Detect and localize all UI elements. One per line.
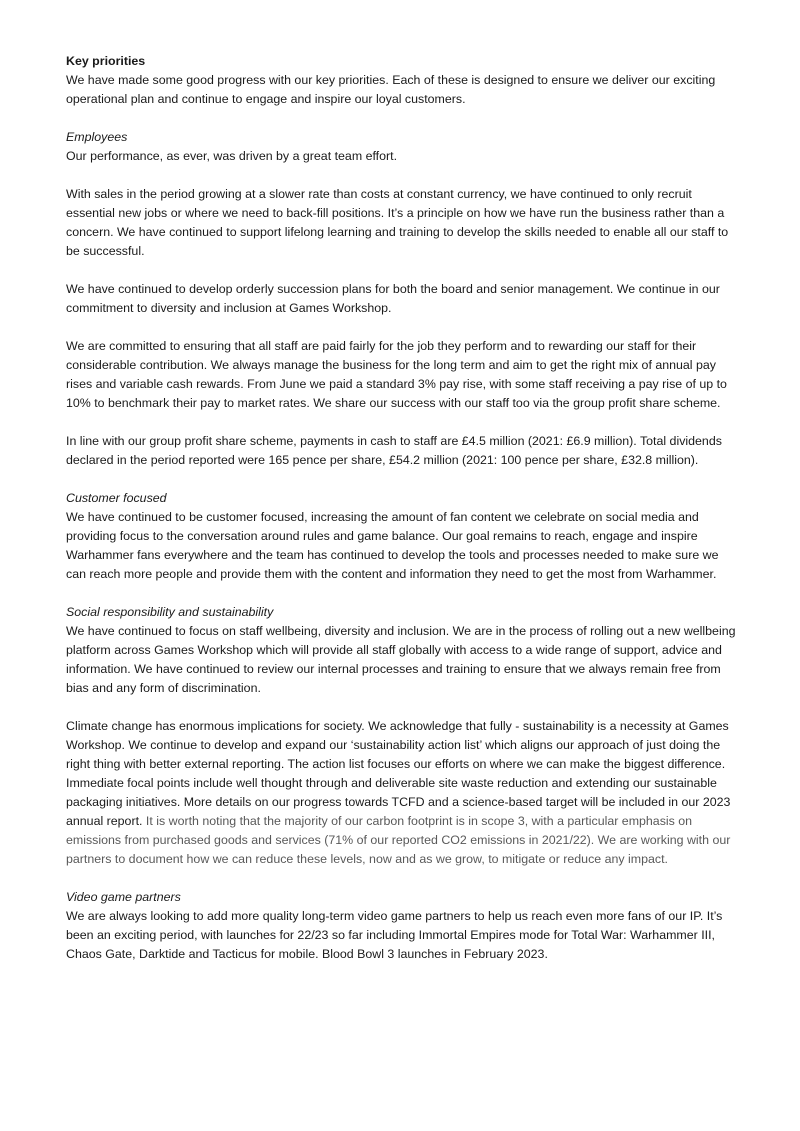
- paragraph-climate-change: [66, 717, 738, 869]
- section-heading-social-responsibility: Social responsibility and sustainability: [66, 605, 274, 619]
- paragraph-climate-change-secondary-text: It is worth noting that the majority of our carbon footprint is in scope 3, with a particular emphasis on emissions from purchased goods and services (71% of our reported CO2 emissions in 2021/22). We are working with our partners to document how we can reduce these levels, now and as we grow, to mitigate or reduce any impact.: [66, 814, 731, 866]
- paragraph-video-game-partners: We are always looking to add more quality long-term video game partners to help us reach even more fans of our IP. It’s been an exciting period, with launches for 22/23 so far including Immortal Empires mode for Total War: Warhammer III, Chaos Gate, Darktide and Tacticus for mobile. Blood Bowl 3 launches in February 2023.: [66, 909, 723, 961]
- paragraph-customer-focused: We have continued to be customer focused, increasing the amount of fan content we celebrate on social media and providing focus to the conversation around rules and game balance. Our goal remains to reach, engage and inspire Warhammer fans everywhere and the team has continued to develop the tools and processes needed to make sure we can reach more people and provide them with the content and information they need to get the most from Warhammer.: [66, 510, 719, 581]
- paragraph-key-priorities-intro: We have made some good progress with our key priorities. Each of these is designed to ensure we deliver our exciting operational plan and continue to engage and inspire our loyal customers.: [66, 73, 716, 106]
- paragraph-employees-profit-share: In line with our group profit share scheme, payments in cash to staff are £4.5 million (2021: £6.9 million). Total dividends declared in the period reported were 165 pence per share, £54.2 million (2021: 100 pence per share, £32.8 million).: [66, 434, 722, 467]
- paragraph-employees-performance: Our performance, as ever, was driven by a great team effort.: [66, 149, 398, 163]
- paragraph-wellbeing: We have continued to focus on staff wellbeing, diversity and inclusion. We are in the process of rolling out a new wellbeing platform across Games Workshop which will provide all staff globally with access to a wide range of support, advice and information. We have continued to review our internal processes and training to ensure that we always remain free from bias and any form of discrimination.: [66, 624, 736, 695]
- paragraph-employees-recruitment: With sales in the period growing at a slower rate than costs at constant currency, we have continued to only recruit essential new jobs or where we need to back-fill positions. It’s a principle on how we have run the business rather than a concern. We have continued to support lifelong learning and training to develop the skills needed to enable all our staff to be successful.: [66, 187, 729, 258]
- section-heading-video-game-partners: Video game partners: [66, 890, 181, 904]
- section-heading-key-priorities: Key priorities: [66, 54, 146, 68]
- paragraph-employees-pay: We are committed to ensuring that all staff are paid fairly for the job they perform and to rewarding our staff for their considerable contribution. We always manage the business for the long term and aim to get the right mix of annual pay rises and variable cash rewards. From June we paid a standard 3% pay rise, with some staff receiving a pay rise of up to 10% to benchmark their pay to market rates. We share our success with our staff too via the group profit share scheme.: [66, 339, 727, 410]
- paragraph-climate-change-primary-text: Climate change has enormous implications for society. We acknowledge that fully - sustainability is a necessity at Games Workshop. We continue to develop and expand our ‘sustainability action list’ which aligns our approach of just doing the right thing with better external reporting. The action list focuses our efforts on where we can make the biggest difference. Immediate focal points include well thought through and deliverable site waste reduction and extending our sustainable packaging initiatives. More details on our progress towards TCFD and a science-based target will be included in our 2023 annual report.: [66, 719, 731, 828]
- section-heading-employees: Employees: [66, 130, 128, 144]
- paragraph-employees-succession: We have continued to develop orderly succession plans for both the board and senior management. We continue in our commitment to diversity and inclusion at Games Workshop.: [66, 282, 720, 315]
- section-heading-customer-focused: Customer focused: [66, 491, 167, 505]
